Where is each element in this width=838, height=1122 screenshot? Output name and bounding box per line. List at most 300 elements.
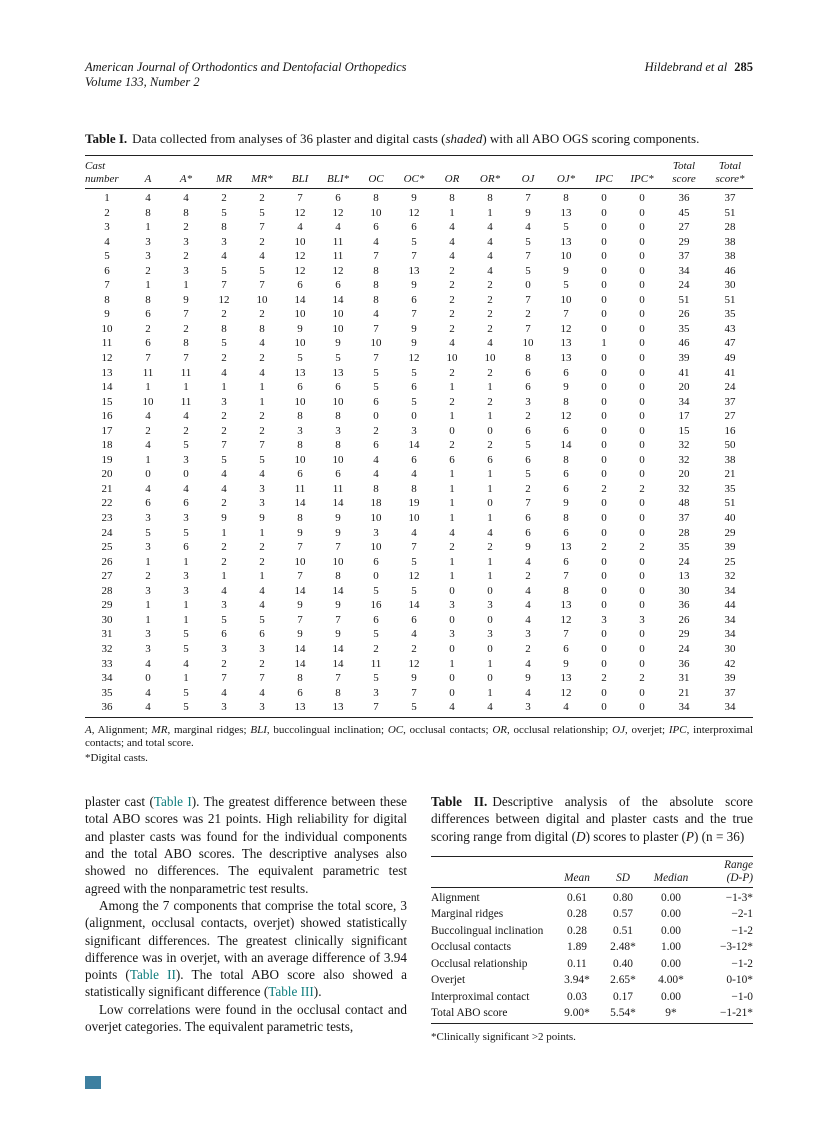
table1-cell: 34	[724, 584, 736, 597]
col-header-total-score: Total score	[672, 160, 696, 185]
table1-cell: 26	[678, 308, 690, 321]
table1-cell: 6	[525, 366, 531, 379]
col-header-bli: BLI	[291, 172, 309, 185]
table2-cell-median: 9*	[665, 1006, 677, 1019]
table1-cell: 0	[639, 221, 645, 234]
table1-cell: 3	[145, 541, 151, 554]
table1-cell: 5	[411, 395, 417, 408]
table1-cell: 38	[724, 453, 736, 466]
table1-cell: 33	[101, 657, 113, 670]
table1-row	[85, 511, 753, 526]
table2-cell-sd: 5.54*	[610, 1006, 636, 1019]
table1-cell: 0	[601, 686, 607, 699]
table1-row	[85, 482, 753, 497]
col-header-or-star: OR*	[479, 172, 501, 185]
table2-row	[431, 989, 753, 1005]
table1-cell: 37	[724, 395, 736, 408]
table1-cell: 4	[525, 221, 531, 234]
table1-cell: 9	[525, 672, 531, 685]
table1-cell: 7	[525, 497, 531, 510]
table1-cell: 13	[560, 235, 572, 248]
table1-row	[85, 424, 753, 439]
table1-cell: 6	[145, 337, 151, 350]
table2-cell-median: 4.00*	[658, 974, 684, 987]
table1-cell: 4	[487, 337, 493, 350]
table1-cell: 13	[560, 337, 572, 350]
table1-cell: 12	[101, 352, 113, 365]
table1-cell: 37	[678, 250, 690, 263]
table1-cell: 38	[724, 235, 736, 248]
table1-cell: 3	[373, 686, 379, 699]
table1-cell: 0	[601, 192, 607, 204]
table1-cell: 1	[221, 381, 227, 394]
table1-cell: 10	[370, 512, 382, 525]
table1-cell: 3	[145, 235, 151, 248]
table1-cell: 46	[678, 337, 690, 350]
table2-row	[431, 1005, 753, 1024]
table1-cell: 5	[373, 584, 379, 597]
table1-cell: 12	[408, 657, 420, 670]
table1-cell: 10	[332, 395, 344, 408]
table1-cell: 3	[145, 250, 151, 263]
table1-cell: 10	[370, 206, 382, 219]
table1-cell: 0	[639, 293, 645, 306]
table1-cell: 0	[601, 410, 607, 423]
table1-cell: 3	[639, 613, 645, 626]
cross-reference-link[interactable]: Table I	[153, 794, 192, 810]
col-header-sd: SD	[616, 871, 630, 884]
table1-cell: 0	[411, 410, 417, 423]
journal-title-block	[85, 60, 407, 90]
table1-row	[85, 555, 753, 570]
table1-cell: 35	[678, 541, 690, 554]
table1-cell: 6	[411, 381, 417, 394]
table1-cell: 40	[724, 512, 736, 525]
table1-cell: 14	[332, 497, 344, 510]
table1-cell: 4	[221, 482, 227, 495]
table1-cell: 2	[373, 642, 379, 655]
table1-cell: 3	[104, 221, 110, 234]
table1-cell: 29	[101, 599, 113, 612]
table1-cell: 3	[487, 599, 493, 612]
table1-row	[85, 438, 753, 453]
table1-cell: 9	[563, 497, 569, 510]
table1-cell: 1	[259, 526, 265, 539]
table1-cell: 3	[411, 424, 417, 437]
table1-cell: 7	[525, 322, 531, 335]
table1-cell: 3	[335, 424, 341, 437]
table1-cell: 1	[259, 570, 265, 583]
table1-cell: 2	[487, 279, 493, 292]
table1-cell: 7	[373, 352, 379, 365]
table1-cell: 41	[724, 366, 736, 379]
table1-cell: 7	[525, 192, 531, 204]
table1-cell: 4	[104, 235, 110, 248]
table2-cell-median: 0.00	[661, 892, 681, 905]
table1-cell: 0	[601, 235, 607, 248]
table1-cell: 8	[104, 293, 110, 306]
table1-cell: 2	[221, 497, 227, 510]
table1-row	[85, 395, 753, 410]
table1-cell: 8	[259, 322, 265, 335]
table1-cell: 4	[373, 468, 379, 481]
table1-cell: 8	[373, 482, 379, 495]
table1-cell: 9	[563, 381, 569, 394]
table1-cell: 4	[183, 192, 189, 204]
table1-cell: 14	[332, 584, 344, 597]
table1-cell: 12	[408, 352, 420, 365]
table1-cell: 3	[145, 584, 151, 597]
table1-cell: 0	[639, 337, 645, 350]
table1-cell: 6	[563, 482, 569, 495]
table1-cell: 21	[724, 468, 736, 481]
table1-cell: 2	[487, 395, 493, 408]
journal-volume: Volume 133, Number 2	[85, 75, 200, 89]
table1-cell: 7	[183, 308, 189, 321]
table1-cell: 9	[297, 322, 303, 335]
table1-cell: 8	[145, 206, 151, 219]
table1-cell: 20	[678, 381, 690, 394]
table1-cell: 2	[145, 424, 151, 437]
table1-cell: 2	[525, 410, 531, 423]
table1-cell: 1	[487, 686, 493, 699]
table1-row	[85, 380, 753, 395]
table1-cell: 4	[449, 526, 455, 539]
table1-row	[85, 336, 753, 351]
table1-cell: 4	[259, 584, 265, 597]
table1-cell: 6	[525, 512, 531, 525]
table1-cell: 0	[601, 599, 607, 612]
table1-cell: 0	[525, 279, 531, 292]
table1-cell: 6	[563, 555, 569, 568]
cross-reference-link[interactable]: Table II	[129, 967, 176, 983]
table1-cell: 2	[449, 293, 455, 306]
table1-row	[85, 220, 753, 235]
table1-cell: 6	[335, 192, 341, 204]
table1-cell: 0	[449, 584, 455, 597]
table1-cell: 2	[449, 395, 455, 408]
table1-cell: 38	[724, 250, 736, 263]
table1-cell: 11	[332, 482, 344, 495]
table1-cell: 6	[297, 279, 303, 292]
table1-cell: 2	[145, 264, 151, 277]
table1-cell: 2	[259, 235, 265, 248]
table1-cell: 3	[259, 497, 265, 510]
table1-cell: 10	[101, 322, 113, 335]
table1-cell: 14	[294, 642, 306, 655]
table1-cell: 0	[449, 424, 455, 437]
table1-cell: 0	[639, 308, 645, 321]
table1-row	[85, 657, 753, 672]
table1-cell: 2	[449, 308, 455, 321]
table1-cell: 31	[678, 672, 690, 685]
table1-cell: 0	[639, 322, 645, 335]
table1-cell: 4	[525, 555, 531, 568]
table1-cell: 8	[183, 337, 189, 350]
table1-cell: 0	[639, 264, 645, 277]
table1-cell: 2	[487, 439, 493, 452]
table1-cell: 12	[560, 613, 572, 626]
table1-cell: 10	[370, 541, 382, 554]
table1-cell: 17	[678, 410, 690, 423]
table1-cell: 0	[639, 279, 645, 292]
table1-cell: 32	[678, 439, 690, 452]
table1-cell: 0	[639, 584, 645, 597]
table1-cell: 1	[487, 206, 493, 219]
col-header-ipc-star: IPC*	[630, 172, 654, 185]
table1-cell: 6	[563, 526, 569, 539]
table1-cell: 4	[525, 599, 531, 612]
table1-cell: 6	[411, 293, 417, 306]
table1-cell: 3	[259, 701, 265, 714]
table1-row	[85, 700, 753, 717]
table1-cell: 7	[563, 308, 569, 321]
table1-cell: 8	[183, 206, 189, 219]
table1-cell: 0	[639, 453, 645, 466]
table1-cell: 8	[297, 410, 303, 423]
table1-cell: 5	[373, 672, 379, 685]
table1-cell: 0	[601, 628, 607, 641]
table1-cell: 2	[411, 642, 417, 655]
table1-cell: 2	[639, 672, 645, 685]
table1-cell: 13	[560, 672, 572, 685]
running-head-authors: Hildebrand et al	[644, 60, 728, 74]
table1-cell: 4	[563, 701, 569, 714]
table1-cell: 1	[449, 512, 455, 525]
table1-cell: 32	[678, 453, 690, 466]
col-header-oj-star: OJ*	[556, 172, 576, 185]
table1-cell: 36	[678, 657, 690, 670]
table2-row	[431, 939, 753, 955]
table1-cell: 0	[601, 468, 607, 481]
table1-cell: 7	[104, 279, 110, 292]
table1-cell: 0	[601, 264, 607, 277]
table1-cell: 35	[724, 482, 736, 495]
table1-row	[85, 627, 753, 642]
table1-cell: 20	[101, 468, 113, 481]
table1-row	[85, 322, 753, 337]
table1-cell: 8	[563, 395, 569, 408]
table1-cell: 12	[332, 264, 344, 277]
table1-cell: 4	[145, 192, 151, 204]
table1-cell: 0	[639, 206, 645, 219]
table1-cell: 6	[563, 366, 569, 379]
table1-cell: 9	[183, 293, 189, 306]
table2-header	[431, 857, 753, 888]
table1-cell: 24	[678, 555, 690, 568]
table1-cell: 1	[449, 410, 455, 423]
col-header-mr-star: MR*	[251, 172, 273, 185]
table1-cell: 9	[411, 672, 417, 685]
table1-cell: 10	[294, 235, 306, 248]
table1-cell: 0	[449, 686, 455, 699]
table2-cell-mean: 0.28	[567, 908, 587, 921]
table1-cell: 4	[221, 686, 227, 699]
table1-cell: 10	[256, 293, 268, 306]
table1-cell: 6	[104, 264, 110, 277]
table1-cell: 2	[259, 192, 265, 204]
table1-cell: 7	[563, 570, 569, 583]
table1-cell: 2	[373, 424, 379, 437]
table1-cell: 8	[221, 221, 227, 234]
table1-cell: 28	[101, 584, 113, 597]
table1-cell: 1	[449, 555, 455, 568]
table2-cell-range: −1-21*	[720, 1006, 753, 1019]
table1-cell: 5	[183, 628, 189, 641]
table1-cell: 37	[724, 686, 736, 699]
table1-cell: 4	[183, 482, 189, 495]
table1-cell: 2	[449, 279, 455, 292]
cross-reference-link[interactable]: Table III	[268, 984, 314, 1000]
col-header-ipc: IPC	[595, 172, 613, 185]
table1-cell: 13	[101, 366, 113, 379]
table1-cell: 4	[487, 235, 493, 248]
table1-cell: 24	[724, 381, 736, 394]
table1-cell: 7	[259, 439, 265, 452]
table1-cell: 4	[259, 337, 265, 350]
table1-cell: 0	[487, 672, 493, 685]
table1-cell: 1	[487, 555, 493, 568]
table2-cell-label: Occlusal contacts	[431, 941, 512, 954]
table1-cell: 0	[601, 322, 607, 335]
col-header-cast-number: Cast number	[85, 160, 119, 185]
table1-cell: 6	[525, 381, 531, 394]
table1-cell: 2	[183, 322, 189, 335]
table1-cell: 4	[449, 221, 455, 234]
table1-cell: 9	[335, 526, 341, 539]
table1-cell: 12	[218, 293, 230, 306]
table1-cell: 8	[411, 482, 417, 495]
table1-cell: 2	[601, 672, 607, 685]
table1-cell: 2	[221, 424, 227, 437]
table2-cell-label: Alignment	[431, 892, 480, 905]
table1-cell: 8	[221, 322, 227, 335]
table1-cell: 47	[724, 337, 736, 350]
table1-cell: 0	[639, 686, 645, 699]
table1-header-row	[85, 156, 753, 189]
table1-cell: 0	[601, 526, 607, 539]
table2-cell-mean: 9.00*	[564, 1006, 590, 1019]
table1-cell: 5	[373, 628, 379, 641]
table2-cell-label: Total ABO score	[431, 1006, 508, 1019]
table1-cell: 0	[601, 512, 607, 525]
table1-cell: 0	[373, 410, 379, 423]
table1-cell: 3	[601, 613, 607, 626]
table1-cell: 12	[408, 206, 420, 219]
table1-row	[85, 540, 753, 555]
table2-cell-label: Overjet	[431, 974, 466, 987]
table1-cell: 10	[294, 555, 306, 568]
table1-cell: 5	[183, 642, 189, 655]
table1-cell: 0	[601, 701, 607, 714]
table1-cell: 10	[446, 352, 458, 365]
table1-cell: 4	[335, 221, 341, 234]
table2-cell-sd: 0.80	[613, 892, 633, 905]
table1-cell: 5	[183, 526, 189, 539]
table1-row	[85, 293, 753, 308]
table1-cell: 27	[724, 410, 736, 423]
table1-cell: 1	[259, 395, 265, 408]
table1-cell: 4	[259, 366, 265, 379]
table1-cell: 7	[335, 541, 341, 554]
table1-cell: 2	[145, 322, 151, 335]
table1-cell: 16	[101, 410, 113, 423]
table1-cell: 3	[259, 482, 265, 495]
table1-cell: 2	[259, 352, 265, 365]
table1-cell: 8	[563, 584, 569, 597]
table1-cell: 7	[411, 686, 417, 699]
table1-cell: 10	[332, 308, 344, 321]
table1-cell: 2	[601, 482, 607, 495]
table1-cell: 3	[373, 526, 379, 539]
table2-cell-sd: 0.57	[613, 908, 633, 921]
table1-cell: 50	[724, 439, 736, 452]
table1-cell: 34	[724, 613, 736, 626]
table1-cell: 8	[487, 192, 493, 204]
table1-row	[85, 249, 753, 264]
table1-cell: 7	[411, 541, 417, 554]
table1-cell: 7	[221, 439, 227, 452]
table1-cell: 1	[487, 570, 493, 583]
table1-cell: 4	[183, 410, 189, 423]
table1-cell: 6	[373, 221, 379, 234]
table1-cell: 5	[145, 526, 151, 539]
table1-cell: 9	[104, 308, 110, 321]
table1-cell: 1	[183, 279, 189, 292]
table1-cell: 5	[259, 453, 265, 466]
table1-cell: 7	[411, 308, 417, 321]
table1-cell: 48	[678, 497, 690, 510]
table1-cell: 2	[601, 541, 607, 554]
table1-cell: 10	[484, 352, 496, 365]
table1-cell: 1	[449, 570, 455, 583]
table1-cell: 2	[639, 482, 645, 495]
table1-cell: 2	[639, 541, 645, 554]
table1-cell: 0	[639, 424, 645, 437]
table1-cell: 6	[563, 424, 569, 437]
table1-cell: 3	[221, 642, 227, 655]
table1-cell: 5	[221, 206, 227, 219]
table2-cell-median: 0.00	[661, 924, 681, 937]
table1-cell: 3	[183, 453, 189, 466]
table1-cell: 1	[183, 381, 189, 394]
table1-cell: 7	[297, 570, 303, 583]
table1-cell: 8	[145, 293, 151, 306]
table1-cell: 12	[560, 410, 572, 423]
table1-cell: 0	[601, 308, 607, 321]
table1-cell: 36	[101, 701, 113, 714]
table1-cell: 1	[145, 599, 151, 612]
table1-cell: 10	[142, 395, 154, 408]
table1-cell: 5	[525, 468, 531, 481]
table1-cell: 0	[601, 381, 607, 394]
table1-cell: 14	[294, 293, 306, 306]
table1-cell: 0	[601, 497, 607, 510]
table1-cell: 10	[332, 453, 344, 466]
table1-cell: 3	[525, 628, 531, 641]
table1-cell: 7	[297, 192, 303, 204]
table1-cell: 32	[101, 642, 113, 655]
table2-cell-sd: 0.51	[613, 924, 633, 937]
table1-cell: 8	[525, 352, 531, 365]
table1-cell: 19	[101, 453, 113, 466]
body-left-column	[85, 793, 407, 1045]
table1-cell: 5	[259, 206, 265, 219]
table1-cell: 1	[487, 468, 493, 481]
table1-row	[85, 278, 753, 293]
table1-cell: 2	[221, 410, 227, 423]
table1-cell: 4	[449, 701, 455, 714]
